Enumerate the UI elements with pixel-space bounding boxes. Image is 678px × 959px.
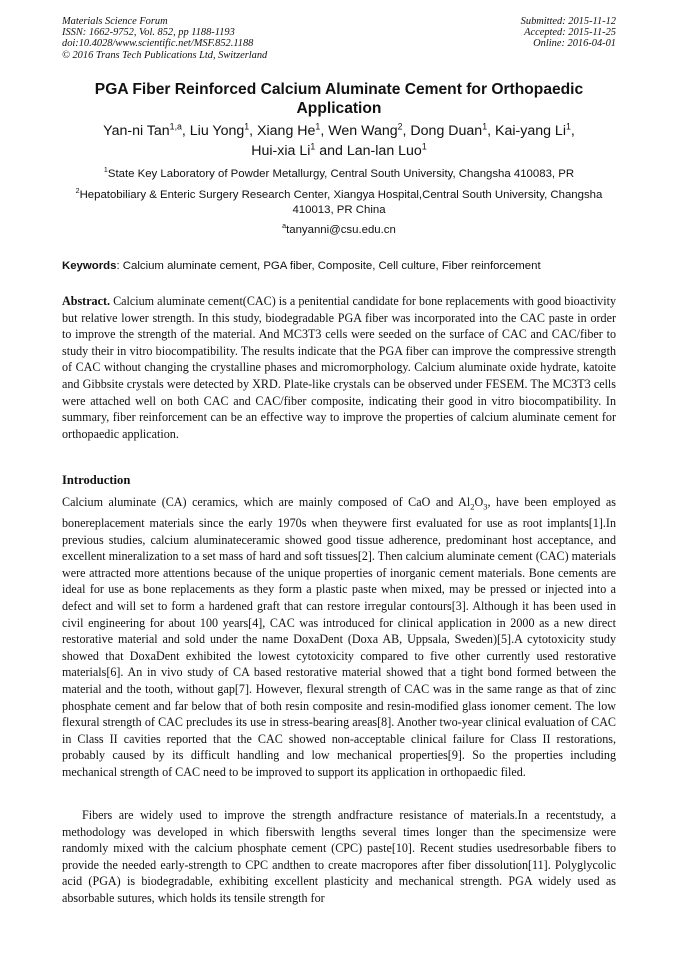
paper-title: PGA Fiber Reinforced Calcium Aluminate Cement for Orthopaedic Application <box>94 81 584 117</box>
journal-info <box>62 16 267 61</box>
author: Xiang He$^1$, <box>257 121 329 139</box>
abstract-text: Calcium aluminate cement(CAC) is a penitential candidate for bone replacements with good bioactivity but relative lower strength. In this study, biodegradable PGA fiber was incorporated into the CAC paste in order to improve the strength of the material. And MC3T3 cells were seeded on the surface of CAC and CAC/fiber to study their in vitro biocompatibility. The results indicate that the PGA fiber can improve the compressive strength of CAC without changing the crystalline phases and micromorphology. Calcium aluminate oxide hydrate, katoite and Gibbsite crystals were detected by XRD. Plate-like crystals can be observed under FESEM. The MC3T3 cells were attached well on both CAC and CAC/fiber composite, indicating their good in vitro biocompatibility. In summary, fiber reinforcement can be an effective way to improve the properties of calcium aluminate cement for orthopaedic application. <box>62 294 616 441</box>
author: Hui-xia Li$^1$ and <box>251 140 347 159</box>
online-date: Online: 2016-04-01 <box>533 38 616 50</box>
author-list <box>62 122 616 161</box>
journal-name: Materials Science Forum <box>62 16 168 27</box>
doi: doi:10.4028/www.scientific.net/MSF.852.1188 <box>62 38 254 50</box>
issn: ISSN: 1662-9752, Vol. 852, pp 1188-1193 <box>62 27 235 39</box>
abstract-label: Abstract. <box>62 294 111 308</box>
submitted-date: Submitted: 2015-11-12 <box>520 16 616 27</box>
affiliation-1: $^1$State Key Laboratory of Powder Metallurgy, Central South University, Changsha 410083, PR <box>103 167 575 180</box>
accepted-date: Accepted: 2015-11-25 <box>524 27 616 39</box>
keywords-text: : Calcium aluminate cement, PGA fiber, Composite, Cell culture, Fiber reinforcement <box>116 260 541 272</box>
author: Lan-lan Luo$^1$ <box>346 140 427 159</box>
abstract <box>62 293 616 442</box>
author: Yan-ni Tan$^{1,a}$, <box>103 121 190 139</box>
introduction-heading: Introduction <box>62 473 131 487</box>
corresponding-email: $^a$tanyanni@csu.edu.cn <box>282 223 396 236</box>
author: Liu Yong$^1$, <box>189 121 258 139</box>
introduction-paragraph-1: Calcium aluminate (CA) ceramics, which are mainly composed of CaO and $Al_2O_3$, have been employed as bonereplacement materials since the early 1970s when theywere first evaluated for use as root implants[1].In previous studies, calcium aluminateceramic showed good tissue adherence, predominant host acceptance, and excellent mineralization to a set mass of hard and soft tissues[2]. Then calcium aluminate cement (CAC) materials were attracted more attentions because of the unique properties of inorganic cement materials. Bone cements are ideal for use as bone replacements as they form a plastic paste when mixed, may be pressed or injected into a defect and will set to form a hardened graft that can restore irregular contours[3]. Although it has been used in civil engineering for about 100 years[4], CAC was introduced for clinical application in 2000 as a new direct restorative material and sold under the name DoxaDent (Doxa AB, Uppsala, Sweden)[5].A cytotoxicity study showed that DoxaDent exhibited the lowest cytotoxicity compared to five other currently used restorative materials[6]. An in vivo study of CA based restorative material showed that a tight bond formed between the material and the tooth, without gap[7]. However, flexural strength of CAC was in the same range as that of zinc phosphate cement and far below that of both resin composite and resin-modified glass ionomer cement. The low flexural strength of CAC precludes its use in stress-bearing areas[8]. Another two-year clinical evaluation of CAC in Class II cavities reported that the CAC showed non-acceptable clinical failure for Class II restorations, probably caused by its difficult handling and low mechanical properties[9]. So the properties including mechanical strength of CAC need to be improved to support its application in orthopaedic filed. <box>62 495 616 779</box>
author: Dong Duan$^1$, <box>410 121 495 139</box>
author: Wen Wang$^2$, <box>328 121 411 139</box>
introduction-paragraph-2: Fibers are widely used to improve the strength andfracture resistance of materials.In a recentstudy, a methodology was developed in which fiberswith lengths several times longer than the specimensize were randomly mixed with the calcium phosphate cement (CPC) paste[10]. Recent studies usedresorbable fibers to provide the needed early-strength to CPC andthen to create macropores after fiber dissolution[11]. Polyglycolic acid (PGA) is biodegradable, exhibiting excellent plasticity and mechanical strength. PGA widely used as absorbable sutures, which holds its tensile strength for <box>62 808 616 905</box>
copyright: © 2016 Trans Tech Publications Ltd, Switzerland <box>62 49 268 61</box>
keywords-label: Keywords <box>62 260 117 272</box>
affiliation-2: $^2$Hepatobiliary & Enteric Surgery Research Center, Xiangya Hospital,Central South University, Changsha 410013, PR China <box>75 188 603 217</box>
keywords <box>62 260 616 272</box>
submission-dates <box>521 16 616 50</box>
author: Kai-yang Li$^1$, <box>495 121 575 139</box>
